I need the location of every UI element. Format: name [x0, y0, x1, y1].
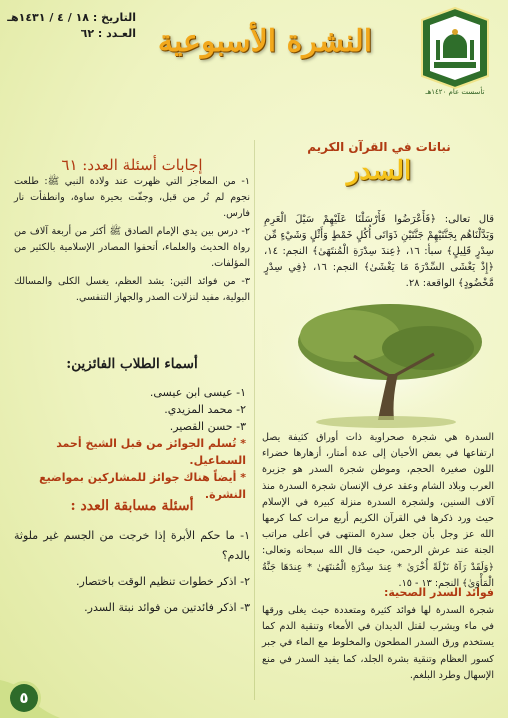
article-heading [264, 140, 494, 186]
benefits-body: شجرة السدرة لها فوائد كثيرة ومتعددة حيث يغلى ورقها في ماء ويشرب لقتل الديدان في الأمعاء وتنقية الدم كما يستخدم ورق السدر المطحون والمخلوط مع الماء في جبر كسور العظام وتنقية بشرة الجلد، كما يفيد السدر في منع الإسهال وطرد البلغم. [262, 605, 494, 681]
newsletter-title: النشرة الأسبوعية [157, 24, 373, 59]
answers-list [14, 174, 250, 308]
winner-item: ٢- محمد المزيدي. [164, 403, 246, 416]
column-divider [254, 140, 255, 700]
question-item: ٣- اذكر فائدتين من فوائد نبتة السدر. [84, 601, 250, 614]
mosque-logo-icon [416, 6, 494, 90]
page-number: ٥ [10, 684, 38, 712]
article-body: السدرة هي شجرة صحراوية ذات أوراق كثيفة يصل ارتفاعها في بعض الأحيان إلى عدة أمتار، أزهارها خضراء اللون صغيرة الحجم، وموطن شجرة السدر هو جزيرة العرب وبلاد الشام وعقد عرف الإنسان شجرة السدرة منذ آلاف السنين، ولشجرة السدرة منزلة كبيرة في الإسلام حيث ورد ذكرها في القرآن الكريم أربع مرات كما كرمها الله عز وجل بأن جعل سدرة المنتهى في أعلى مراتب الجنة عند عرش الرحمن، حيث قال الله سبحانه وتعالى: ﴿وَلَقَدْ رَآهُ نَزْلَةً أُخْرَىٰ * عِندَ سِدْرَةِ الْمُنتَهَىٰ * عِندَهَا جَنَّةُ الْمَأْوَىٰ﴾ النجم: ١٣ - ١٥. [262, 432, 494, 589]
date-label: التاريخ : ١٨ / ٤ / ١٤٣١هـ [7, 11, 136, 24]
prize-note: * أيضاً هناك جوائز للمشاركين بمواضيع النشرة. [39, 471, 246, 501]
winners-heading: أسماء الطلاب الفائزين: [66, 356, 198, 372]
question-item: ٢- اذكر خطوات تنظيم الوقت باختصار. [76, 575, 250, 588]
article-subtitle: نباتات في القرآن الكريم [307, 140, 451, 154]
answer-item: ١- من المعاجز التي ظهرت عند ولادة النبي ﷺ: طلعت نجوم لم تُر من قبل، وجفّت بحيرة ساوة، وانطفأت نار فارس. [14, 176, 250, 219]
article-title: السدر [346, 156, 412, 186]
tree-image [262, 290, 494, 430]
quran-verses: قال تعالى: ﴿فَأَعْرَضُوا فَأَرْسَلْنَا عَلَيْهِمْ سَيْلَ الْعَرِمِ وَبَدَّلْنَاهُم بِجَنَّتَيْهِمْ جَنَّتَيْنِ ذَوَاتَى أُكُلٍ خَمْطٍ وَأَثْلٍ وَشَيْءٍ مِّن سِدْرٍ قَلِيلٍ﴾ سبأ: ١٦، ﴿عِندَ سِدْرَةِ الْمُنتَهَىٰ﴾ النجم: ١٤، ﴿إِذْ يَغْشَى السِّدْرَةَ مَا يَغْشَىٰ﴾ النجم: ١٦، ﴿فِي سِدْرٍ مَّخْضُودٍ﴾ الواقعة: ٢٨. [264, 214, 494, 289]
logo-caption: تأسست عام ١٤٢٠هـ [425, 88, 485, 96]
answer-item: ٣- من فوائد التين: يشد العظم، يغسل الكلى والمسالك البولية، مفيد لنزلات الصدر والجهاز التنفسي. [14, 276, 250, 303]
header [0, 0, 508, 100]
competition-heading: أسئلة مسابقة العدد : [70, 498, 194, 514]
answer-item: ٢- درس بين يدي الإمام الصادق ﷺ أكثر من أربعة آلاف من رواة الحديث والعلماء، أتحفوا المصادر الإسلامية بالكثير من المؤلفات. [14, 226, 250, 269]
question-item: ١- ما حكم الأبرة إذا خرجت من الجسم غير ملوثة بالدم؟ [14, 529, 250, 562]
benefits-heading: فوائد السدر الصحية: [383, 586, 494, 599]
issue-label: العـدد : ٦٢ [80, 27, 136, 40]
winners-list [14, 384, 246, 503]
issue-info [7, 10, 136, 42]
questions-list [14, 526, 250, 624]
prize-note: * تُسلم الجوائز من قبل الشيخ أحمد السماعيل. [56, 437, 246, 467]
answers-heading: إجابات أسئلة العدد: ٦١ [61, 156, 203, 174]
winner-item: ١- عيسى ابن عيسى. [149, 386, 246, 399]
winner-item: ٣- حسن القصير. [169, 420, 246, 433]
